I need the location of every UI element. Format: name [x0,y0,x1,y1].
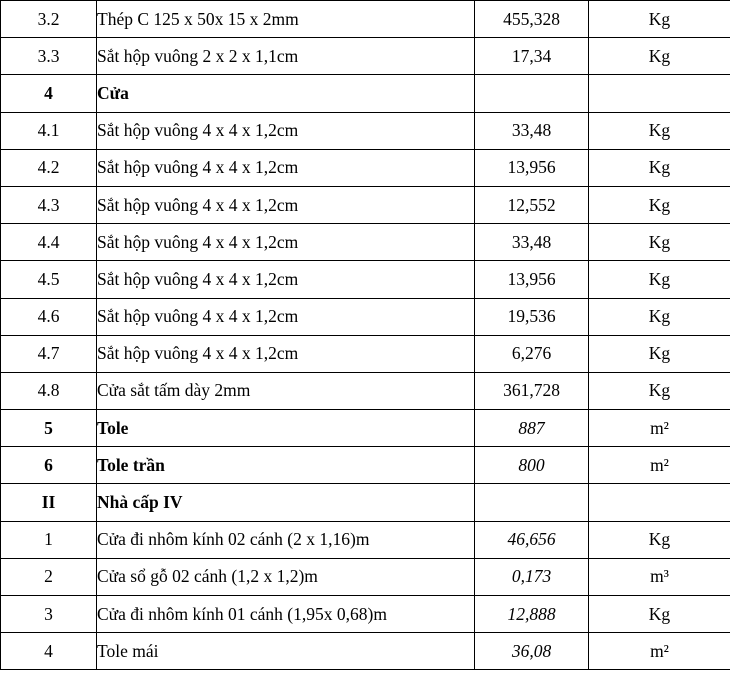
item-number-cell: 4.8 [1,372,97,409]
item-number-cell: 3.2 [1,1,97,38]
table-row [1,75,730,112]
table-row [1,38,730,75]
item-number-cell: 4.4 [1,224,97,261]
item-number-cell: 4.7 [1,335,97,372]
item-description-cell: Sắt hộp vuông 4 x 4 x 1,2cm [97,224,475,261]
item-number-cell: 4.1 [1,112,97,149]
item-description-cell: Tole trần [97,447,475,484]
item-number-cell: 2 [1,558,97,595]
item-description-cell: Sắt hộp vuông 4 x 4 x 1,2cm [97,149,475,186]
item-quantity-cell: 46,656 [475,521,589,558]
item-number-cell: 3 [1,596,97,633]
item-description-cell: Sắt hộp vuông 4 x 4 x 1,2cm [97,261,475,298]
item-description-cell: Sắt hộp vuông 4 x 4 x 1,2cm [97,112,475,149]
item-number-cell: 4.3 [1,186,97,223]
item-description-cell: Cửa sắt tấm dày 2mm [97,372,475,409]
item-unit-cell [589,75,730,112]
item-number-cell: 5 [1,410,97,447]
item-quantity-cell: 455,328 [475,1,589,38]
item-number-cell: 1 [1,521,97,558]
item-unit-cell: Kg [589,596,730,633]
item-quantity-cell: 887 [475,410,589,447]
item-description-cell: Sắt hộp vuông 2 x 2 x 1,1cm [97,38,475,75]
item-number-cell: 4.5 [1,261,97,298]
item-unit-cell: Kg [589,186,730,223]
item-unit-cell: m² [589,410,730,447]
materials-table-body [1,1,730,670]
table-row [1,261,730,298]
item-unit-cell: Kg [589,335,730,372]
item-quantity-cell: 36,08 [475,633,589,670]
item-quantity-cell: 800 [475,447,589,484]
item-quantity-cell: 12,888 [475,596,589,633]
item-number-cell: II [1,484,97,521]
item-quantity-cell [475,75,589,112]
item-unit-cell: Kg [589,261,730,298]
table-row [1,558,730,595]
item-description-cell: Sắt hộp vuông 4 x 4 x 1,2cm [97,335,475,372]
item-quantity-cell: 13,956 [475,149,589,186]
table-row [1,335,730,372]
item-quantity-cell: 0,173 [475,558,589,595]
item-quantity-cell: 361,728 [475,372,589,409]
table-row [1,633,730,670]
item-description-cell: Cửa [97,75,475,112]
item-unit-cell: m² [589,447,730,484]
item-description-cell: Cửa đi nhôm kính 02 cánh (2 x 1,16)m [97,521,475,558]
item-number-cell: 6 [1,447,97,484]
table-row [1,186,730,223]
table-row [1,410,730,447]
item-description-cell: Cửa sổ gỗ 02 cánh (1,2 x 1,2)m [97,558,475,595]
table-row [1,521,730,558]
item-unit-cell: Kg [589,224,730,261]
item-unit-cell: Kg [589,112,730,149]
item-unit-cell: Kg [589,372,730,409]
item-number-cell: 4 [1,75,97,112]
item-unit-cell: Kg [589,149,730,186]
item-number-cell: 4.2 [1,149,97,186]
table-row [1,298,730,335]
item-unit-cell [589,484,730,521]
item-quantity-cell: 19,536 [475,298,589,335]
item-unit-cell: m³ [589,558,730,595]
item-unit-cell: m² [589,633,730,670]
table-row [1,149,730,186]
table-row [1,112,730,149]
item-quantity-cell: 33,48 [475,224,589,261]
item-quantity-cell: 6,276 [475,335,589,372]
table-row [1,484,730,521]
item-description-cell: Tole [97,410,475,447]
item-number-cell: 3.3 [1,38,97,75]
item-description-cell: Sắt hộp vuông 4 x 4 x 1,2cm [97,298,475,335]
item-description-cell: Sắt hộp vuông 4 x 4 x 1,2cm [97,186,475,223]
item-unit-cell: Kg [589,38,730,75]
table-row [1,372,730,409]
item-description-cell: Cửa đi nhôm kính 01 cánh (1,95x 0,68)m [97,596,475,633]
item-description-cell: Tole mái [97,633,475,670]
item-number-cell: 4.6 [1,298,97,335]
item-unit-cell: Kg [589,298,730,335]
table-row [1,224,730,261]
item-description-cell: Thép C 125 x 50x 15 x 2mm [97,1,475,38]
item-unit-cell: Kg [589,521,730,558]
item-quantity-cell: 17,34 [475,38,589,75]
item-quantity-cell [475,484,589,521]
item-quantity-cell: 13,956 [475,261,589,298]
item-description-cell: Nhà cấp IV [97,484,475,521]
item-quantity-cell: 33,48 [475,112,589,149]
table-row [1,447,730,484]
item-number-cell: 4 [1,633,97,670]
table-row [1,596,730,633]
table-row [1,1,730,38]
item-quantity-cell: 12,552 [475,186,589,223]
item-unit-cell: Kg [589,1,730,38]
